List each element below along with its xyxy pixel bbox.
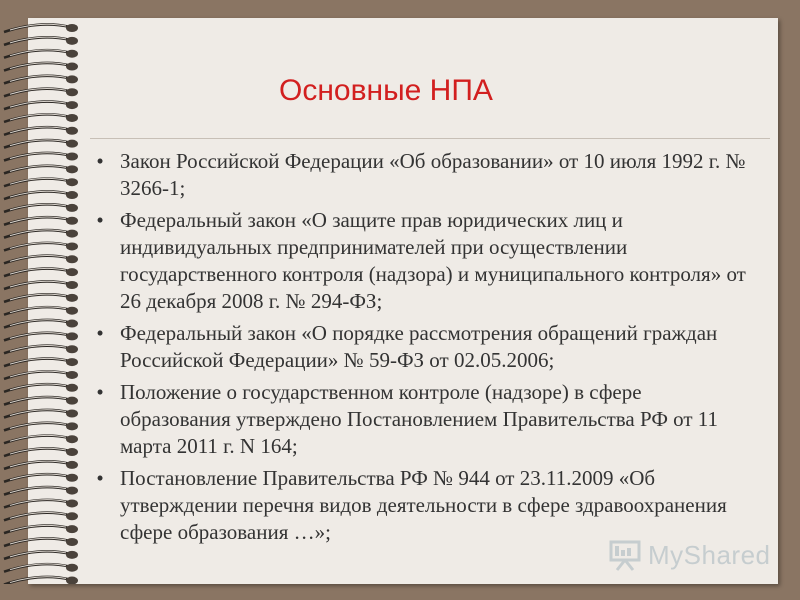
list-item-text: Постановление Правительства РФ № 944 от 23.11.2009 «Об утверждении перечня видов деятельности в сфере здравоохранения сфере образования …»;: [120, 466, 727, 544]
list-item-text: Положение о государственном контроле (надзоре) в сфере образования утверждено Постановлением Правительства РФ от 11 марта 2011 г. N 164;: [120, 380, 719, 458]
watermark-text: MyShared: [648, 539, 771, 570]
bullet-icon: •: [96, 466, 104, 490]
list-item-text: Федеральный закон «О порядке рассмотрения обращений граждан Российской Федерации» № 59-ФЗ от 02.05.2006;: [120, 321, 718, 372]
bullet-icon: •: [96, 380, 104, 404]
presentation-board-icon: [608, 538, 642, 572]
npa-list: [90, 148, 750, 551]
bullet-icon: •: [96, 321, 104, 345]
bullet-icon: •: [96, 149, 104, 173]
bullet-icon: •: [96, 208, 104, 232]
list-item: [90, 320, 750, 374]
list-item-text: Федеральный закон «О защите прав юридических лиц и индивидуальных предпринимателей при осуществлении государственного контроля (надзора) и муниципального контроля» от 26 декабря 2008 г. № 294-ФЗ;: [120, 208, 746, 313]
list-item: [90, 379, 750, 460]
list-item: [90, 207, 750, 315]
slide-title: Основные НПА: [279, 74, 493, 107]
list-item-text: Закон Российской Федерации «Об образовании» от 10 июля 1992 г. № 3266-1;: [120, 149, 746, 200]
list-item: [90, 465, 750, 546]
title-divider: [90, 138, 770, 139]
watermark: [608, 538, 771, 572]
list-item: [90, 148, 750, 202]
